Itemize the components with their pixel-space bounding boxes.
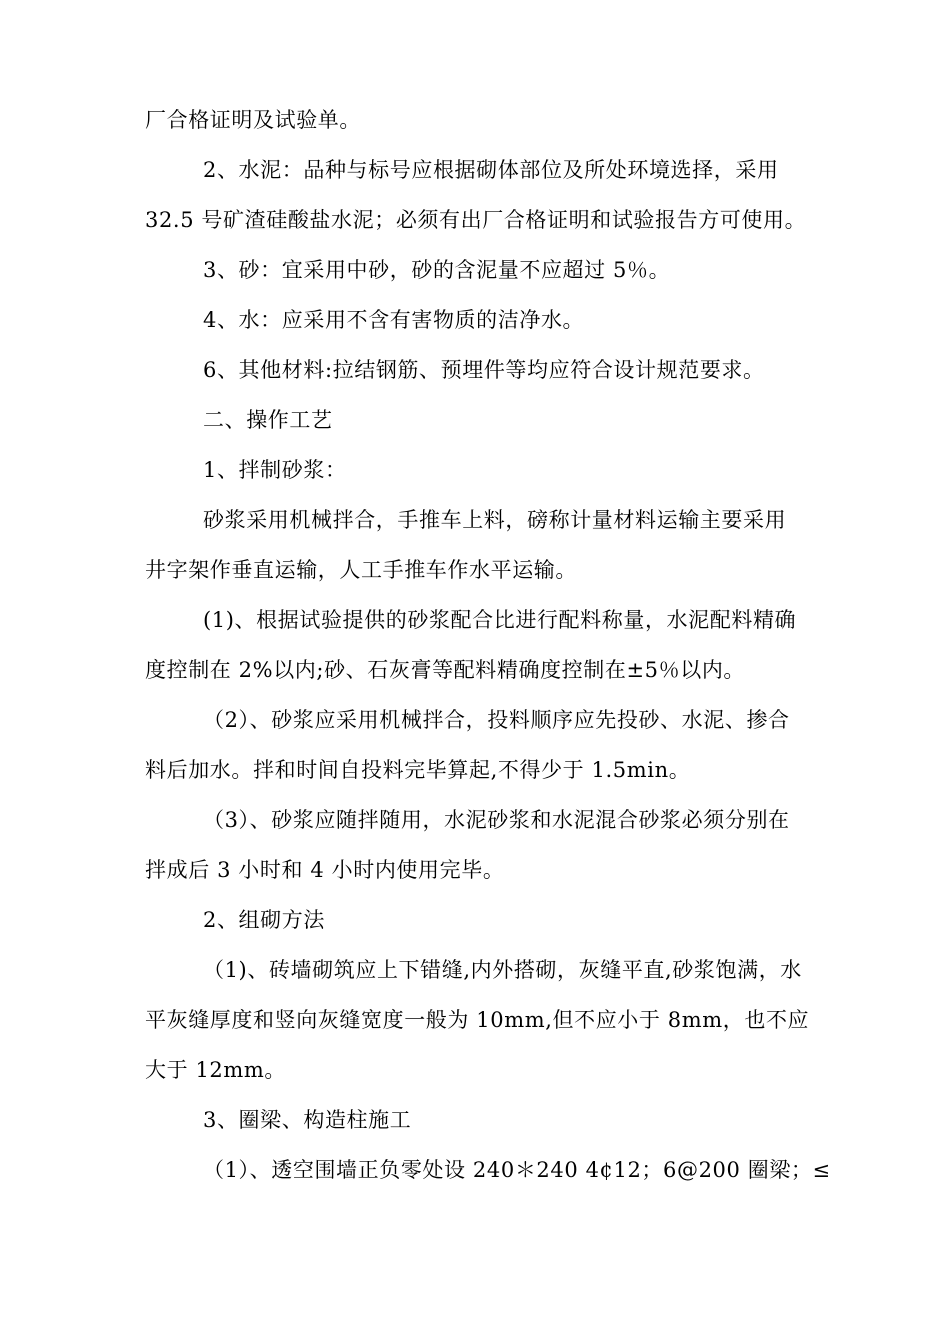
text-line: （3）、砂浆应随拌随用，水泥砂浆和水泥混合砂浆必须分别在 [203,808,790,832]
text-line: （1）、透空围墙正负零处设 240＊240 4¢12；6@200 圈梁；≤ [203,1158,831,1182]
text-line: 2、水泥：品种与标号应根据砌体部位及所处环境选择，采用 [203,158,779,182]
text-line: 度控制在 2%以内;砂、石灰膏等配料精确度控制在±5％以内。 [145,658,746,682]
subsection-heading: 3、圈梁、构造柱施工 [203,1108,412,1132]
text-line: 砂浆采用机械拌合，手推车上料，磅称计量材料运输主要采用 [203,508,787,532]
subsection-heading: 1、拌制砂浆： [203,458,347,482]
text-line: （1)、砖墙砌筑应上下错缝,内外搭砌，灰缝平直,砂浆饱满，水 [203,958,802,982]
text-line: 3、砂：宜采用中砂，砂的含泥量不应超过 5％。 [203,258,671,282]
text-line: 平灰缝厚度和竖向灰缝宽度一般为 10mm,但不应小于 8mm，也不应 [145,1008,810,1032]
text-line: （2）、砂浆应采用机械拌合，投料顺序应先投砂、水泥、掺合 [203,708,790,732]
text-line: (1)、根据试验提供的砂浆配合比进行配料称量，水泥配料精确 [203,608,797,632]
text-line: 井字架作垂直运输，人工手推车作水平运输。 [145,558,577,582]
text-line: 32.5 号矿渣硅酸盐水泥；必须有出厂合格证明和试验报告方可使用。 [145,208,807,232]
text-line: 大于 12mm。 [145,1058,287,1082]
section-heading: 二、操作工艺 [203,408,333,432]
text-line: 拌成后 3 小时和 4 小时内使用完毕。 [145,858,505,882]
text-line: 料后加水。拌和时间自投料完毕算起,不得少于 1.5min。 [145,758,691,782]
text-line: 厂合格证明及试验单。 [145,108,361,132]
subsection-heading: 2、组砌方法 [203,908,325,932]
text-line: 4、水：应采用不含有害物质的洁净水。 [203,308,585,332]
text-line: 6、其他材料:拉结钢筋、预埋件等均应符合设计规范要求。 [203,358,765,382]
